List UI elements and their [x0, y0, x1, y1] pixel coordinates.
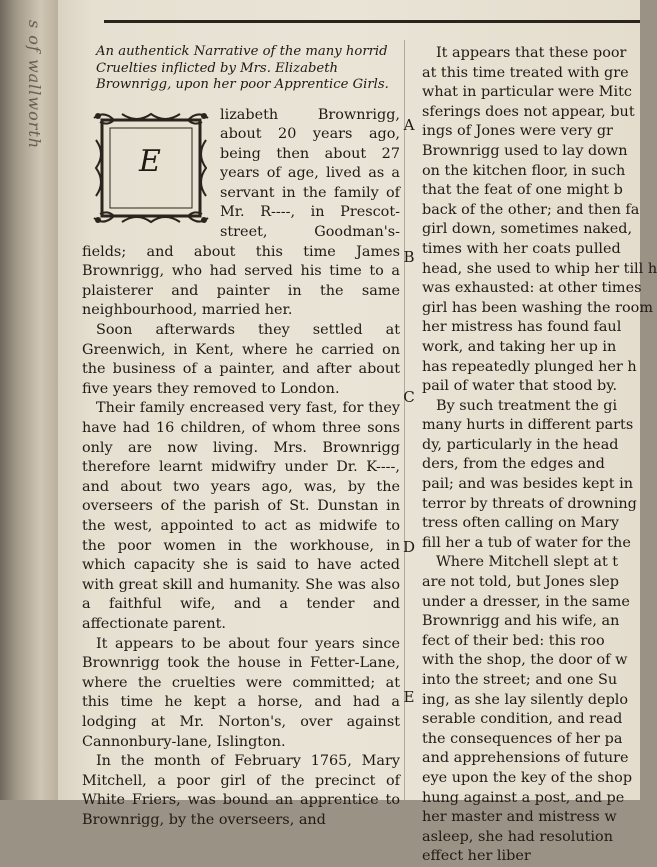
column-right-line: girl down, sometimes naked,	[422, 221, 633, 238]
ornamental-initial	[88, 106, 214, 234]
column-right-line: Brownrigg used to lay down	[422, 142, 628, 159]
paragraph-1: lizabeth Brownrigg, about 20 years ago, being then about 27 years of age, lived as a servant in the family of Mr. R----, in Prescot-street, Goodman's-fields; and about this time James Brownrigg, who had served his time to a plaisterer and painter in the same neighbourhood, married her.	[82, 106, 400, 319]
column-right-line: and apprehensions of future	[422, 750, 629, 767]
column-right-line: sferings does not appear, but	[422, 103, 635, 120]
column-right-line: fect of their bed: this roo	[422, 632, 605, 649]
column-right-line: are not told, but Jones slep	[422, 574, 619, 591]
marker-c: C	[403, 388, 415, 406]
column-right-line: asleep, she had resolution	[422, 828, 613, 845]
column-right-line: dy, particularly in the head	[422, 436, 619, 453]
column-right-line: what in particular were Mitc	[422, 84, 632, 101]
column-right-line: hung against a post, and pe	[422, 789, 625, 806]
column-right-line: pail of water that stood by.	[422, 378, 618, 395]
column-right-line: It appears that these poor	[436, 45, 627, 61]
paragraph-3: Their family encreased very fast, for they have had 16 children, of whom three sons only are now living. Mrs. Brownrigg therefore learnt midwifry under Dr. K----, and about two years ago, was, by the overseers of the parish of St. Dunstan in the west, appointed to act as midwife to the poor women in the workhouse, in which capacity she is said to have acted with great skill and humanity. She was also a faithful wife, and a tender and affectionate parent.	[82, 400, 400, 632]
column-right-line: pail; and was besides kept in	[422, 476, 633, 493]
article-headline: An authentick Narrative of the many horrid Cruelties inflicted by Mrs. Elizabeth Brownrigg, upon her poor Apprentice Girls.	[96, 44, 389, 92]
column-right-line: ings of Jones were very gr	[422, 123, 613, 140]
column-left	[82, 44, 400, 830]
column-right-line: girl has been washing the room	[422, 299, 653, 316]
column-right-line: Brownrigg and his wife, an	[422, 613, 620, 630]
paragraph-2: Soon afterwards they settled at Greenwich, in Kent, where he carried on the business of a painter, and after about five years they removed to London.	[82, 322, 400, 397]
column-right-line: eye upon the key of the shop	[422, 769, 633, 786]
newspaper-page	[58, 0, 657, 865]
column-right-line: has repeatedly plunged her h	[422, 358, 637, 375]
column-right-line: the consequences of her pa	[422, 730, 623, 747]
column-right-line: tress often calling on Mary	[422, 515, 619, 532]
column-right-line: By such treatment the gi	[436, 397, 618, 414]
paragraph-5: In the month of February 1765, Mary Mitchell, a poor girl of the precinct of White Friers, was bound an apprentice to Brownrigg, by the overseers, and	[82, 753, 400, 828]
column-right-line: at this time treated with gre	[422, 64, 629, 81]
column-right-line: ing, as she lay silently deplo	[422, 691, 629, 708]
column-right-line: her master and mistress w	[422, 809, 617, 826]
column-right-line: back of the other; and then fa	[422, 201, 640, 218]
column-right-line: on the kitchen floor, in such	[422, 162, 626, 179]
column-right-line: ders, from the edges and	[422, 456, 605, 473]
column-right	[422, 44, 657, 867]
marker-d: D	[402, 538, 416, 556]
spine-text: s of wallworth	[25, 20, 44, 150]
column-right-line: terror by threats of drowning	[422, 495, 637, 512]
marker-b: B	[403, 248, 415, 266]
column-right-line: with the shop, the door of w	[422, 652, 628, 669]
column-right-line: head, she used to whip her till h	[422, 260, 657, 277]
column-right-line: was exhausted: at other times	[422, 280, 642, 297]
drop-cap-letter: E	[139, 143, 161, 179]
column-right-line: times with her coats pulled	[422, 240, 621, 257]
marker-e: E	[403, 688, 415, 706]
column-right-line: many hurts in different parts	[422, 417, 634, 434]
column-right-line: work, and taking her up in	[422, 338, 617, 355]
bound-spine	[0, 0, 58, 800]
column-right-line: her mistress has found faul	[422, 319, 622, 336]
marker-a: A	[403, 116, 415, 134]
column-right-line: effect her liber	[422, 848, 531, 865]
column-right-line: that the feat of one might b	[422, 182, 623, 199]
column-right-line: Where Mitchell slept at t	[436, 554, 619, 571]
column-right-line: fill her a tub of water for the	[422, 534, 631, 551]
paragraph-4: It appears to be about four years since Brownrigg took the house in Fetter-Lane, where the cruelties were committed; at this time he kept a horse, and had a lodging at Mr. Norton's, over against Cannonbury-lane, Islington.	[82, 635, 400, 750]
top-rule	[104, 20, 640, 23]
margin-markers	[398, 0, 420, 800]
column-right-line: under a dresser, in the same	[422, 593, 630, 610]
column-right-line: into the street; and one Su	[422, 672, 618, 688]
column-right-line: serable condition, and read	[422, 711, 623, 728]
